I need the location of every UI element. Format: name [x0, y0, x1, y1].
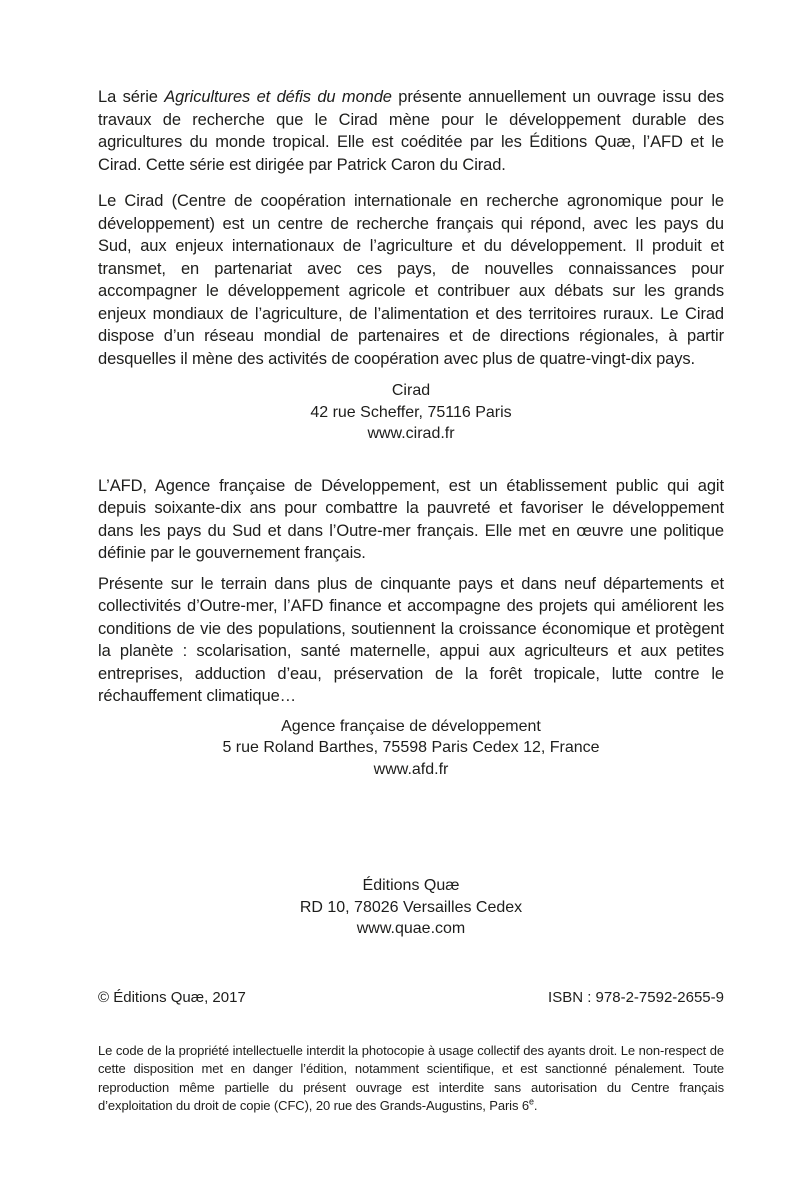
series-intro-paragraph	[98, 86, 724, 176]
legal-notice-text: Le code de la propriété intellectuelle interdit la photocopie à usage collectif des ayants droit. Le non-respect de cette disposition met en danger l’édition, notamment scientifique, et est sanctionné pénalement. Toute reproduction même partielle du présent ouvrage est interdite sans autorisation du Centre français d’exploitation du droit de copie (CFC), 20 rue des Grands-Augustins, Paris 6	[98, 1042, 724, 1114]
legal-notice-paragraph	[98, 1042, 724, 1116]
isbn-number: ISBN : 978-2-7592-2655-9	[548, 988, 724, 1006]
series-intro-after: présente annuellement un ouvrage issu des travaux de recherche que le Cirad mène pour le développement durable des agricultures du monde tropical. Elle est coéditée par les Éditions Quæ, l’AFD et le Cirad. Cette série est dirigée par Patrick Caron du Cirad.	[98, 88, 725, 174]
afd-street: 5 rue Roland Barthes, 75598 Paris Cedex 12, France	[222, 739, 600, 756]
cirad-address-block	[98, 380, 724, 445]
cirad-website: www.cirad.fr	[367, 425, 455, 442]
quae-name: Éditions Quæ	[362, 877, 460, 894]
quae-website: www.quae.com	[356, 920, 466, 937]
cirad-street: 42 rue Scheffer, 75116 Paris	[310, 403, 512, 421]
copyright-notice: © Éditions Quæ, 2017	[98, 988, 246, 1006]
cirad-description-paragraph: Le Cirad (Centre de coopération internationale en recherche agronomique pour le développement) est un centre de recherche français qui répond, avec les pays du Sud, aux enjeux internationaux de l’agriculture et du développement. Il produit et transmet, en partenariat avec ces pays, de nouvelles connaissances pour accompagner le développement agricole et contribuer aux débats sur les grands enjeux mondiaux de l’agriculture, de l’alimentation et des territoires ruraux. Le Cirad dispose d’un réseau mondial de partenaires et de directions régionales, à partir desquelles il mène des activités de coopération avec plus de quatre-vingt-dix pays.	[98, 192, 724, 368]
series-title: Agricultures et défis du monde	[164, 88, 392, 106]
quae-address-block	[98, 875, 724, 940]
copyright-isbn-row	[98, 988, 724, 1008]
legal-notice-period: .	[533, 1098, 538, 1114]
cirad-name: Cirad	[391, 382, 431, 399]
afd-activities-paragraph: Présente sur le terrain dans plus de cinquante pays et dans neuf départements et collectivités d’Outre-mer, l’AFD finance et accompagne des projets qui améliorent les conditions de vie des populations, soutiennent la croissance économique et protègent la planète : scolarisation, santé maternelle, appui aux agriculteurs et aux petites entreprises, adduction d’eau, préservation de la forêt tropicale, lutte contre le réchauffement climatique…	[98, 574, 724, 705]
legal-notice-superscript: e	[529, 1096, 534, 1107]
quae-street: RD 10, 78026 Versailles Cedex	[299, 898, 523, 916]
afd-website: www.afd.fr	[373, 760, 449, 778]
afd-address-block	[98, 716, 724, 781]
afd-name: Agence française de développement	[281, 717, 541, 735]
series-intro-before: La série	[98, 88, 165, 106]
afd-description-paragraph: L’AFD, Agence française de Développement, est un établissement public qui agit depuis soixante-dix ans pour combattre la pauvreté et favoriser le développement dans les pays du Sud et dans l’Outre-mer français. Elle met en œuvre une politique définie par le gouvernement français.	[98, 476, 724, 562]
